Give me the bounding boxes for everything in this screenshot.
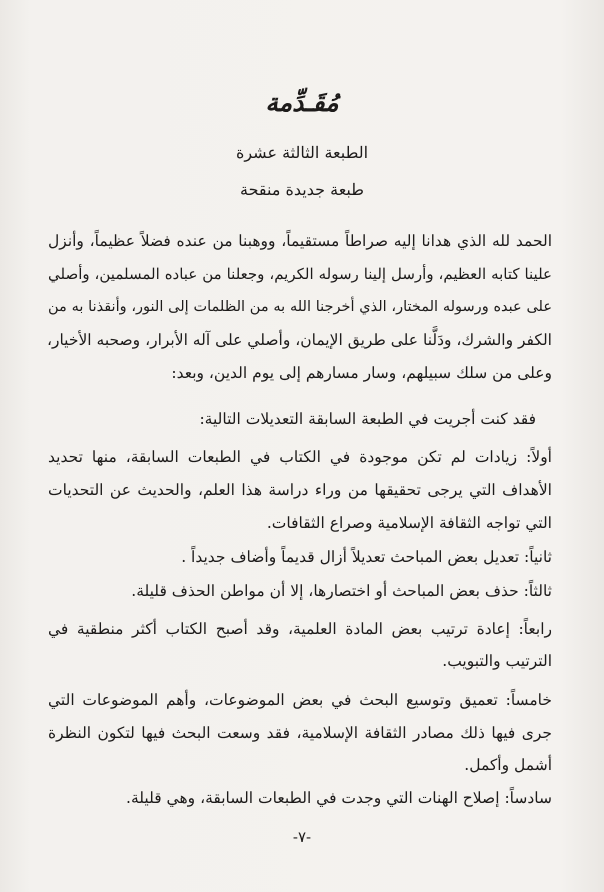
paragraph-line: وعلى من سلك سبيلهم، وسار مسارهم إلى يوم الدين، وبعد: (171, 364, 552, 382)
page-title: مُقَـدِّمة (265, 88, 339, 117)
paragraph-line: جرى فيها ذلك مصادر الثقافة الإسلامية، فقد وسعت البحث فيها لتكون النظرة (48, 724, 552, 742)
page-number: -٧- (292, 828, 312, 846)
paragraph-line: علينا كتابه العظيم، وأرسل إلينا رسوله الكريم، وجعلنا من عباده المسلمين، وأصلي (48, 265, 552, 283)
paragraph-line: الترتيب والتبويب. (442, 652, 552, 670)
paragraph-line: التي تواجه الثقافة الإسلامية وصراع الثقافات. (266, 514, 552, 532)
new-edition-subtitle: طبعة جديدة منقحة (240, 180, 364, 199)
paragraph-line: الحمد لله الذي هدانا إليه صراطاً مستقيماً، ووهبنا من عنده فضلاً عظيماً، وأنزل (48, 232, 552, 250)
paragraph-line: أولاً: زيادات لم تكن موجودة في الكتاب في الطبعات السابقة، منها تحديد (48, 448, 552, 466)
paragraph-line: رابعاً: إعادة ترتيب بعض المادة العلمية، وقد أصبح الكتاب أكثر منطقية في (48, 620, 552, 638)
paragraph-line: ثانياً: تعديل بعض المباحث تعديلاً أزال قديماً وأضاف جديداً . (181, 548, 552, 566)
paragraph-line: ثالثاً: حذف بعض المباحث أو اختصارها، إلا أن مواطن الحذف قليلة. (131, 582, 552, 600)
paragraph-line: الأهداف التي يرجى تحقيقها من وراء دراسة هذا العلم، والحديث عن التحديات (48, 481, 552, 499)
paragraph-line: على عبده ورسوله المختار، الذي أخرجنا الله به من الظلمات إلى النور، وأنقذنا به من (48, 299, 552, 315)
paragraph-line: سادساً: إصلاح الهنات التي وجدت في الطبعات السابقة، وهي قليلة. (126, 789, 552, 807)
paragraph-line: أشمل وأكمل. (464, 756, 552, 774)
paragraph-line: فقد كنت أجريت في الطبعة السابقة التعديلات التالية: (199, 410, 536, 428)
paragraph-line: الكفر والشرك، ودَلَّنا على طريق الإيمان، وأصلي على آله الأبرار، وصحبه الأخيار، (46, 331, 552, 349)
paragraph-line: خامساً: تعميق وتوسيع البحث في بعض الموضوعات، وأهم الموضوعات التي (48, 691, 552, 709)
edition-subtitle: الطبعة الثالثة عشرة (235, 143, 369, 162)
